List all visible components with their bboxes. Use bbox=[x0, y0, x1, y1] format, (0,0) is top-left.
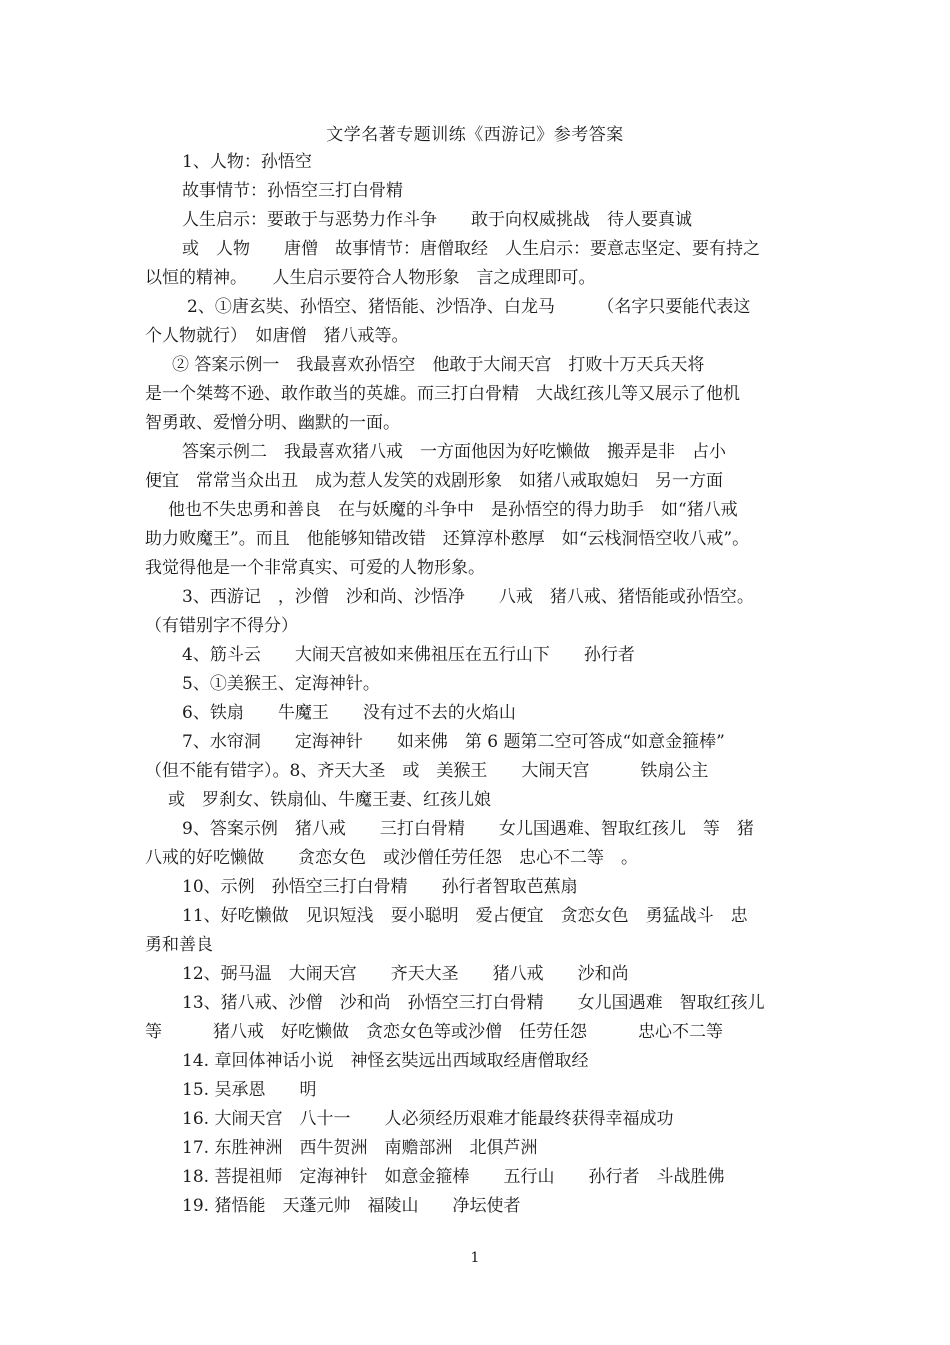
answer-line: 13、猪八戒、沙僧 沙和尚 孙悟空三打白骨精 女儿国遇难 智取红孩儿 bbox=[182, 993, 765, 1013]
answer-line: 3、西游记 ，沙僧 沙和尚、沙悟净 八戒 猪八戒、猪悟能或孙悟空。 bbox=[182, 587, 754, 607]
answer-line: 或 人物 唐僧 故事情节：唐僧取经 人生启示：要意志坚定、要有持之 bbox=[182, 239, 760, 259]
answer-line: 2、①唐玄奘、孙悟空、猪悟能、沙悟净、白龙马 （名字只要能代表这 bbox=[187, 297, 751, 317]
answer-line: 等 猪八戒 好吃懒做 贪恋女色等或沙僧 任劳任怨 忠心不二等 bbox=[145, 1022, 723, 1042]
answer-line: 9、答案示例 猪八戒 三打白骨精 女儿国遇难、智取红孩儿 等 猪 bbox=[182, 819, 754, 839]
answer-line: （有错别字不得分） bbox=[145, 616, 298, 636]
answer-line: 八戒的好吃懒做 贪恋女色 或沙僧任劳任怨 忠心不二等 。 bbox=[145, 848, 638, 868]
answer-line: （但不能有错字）。8、齐天大圣 或 美猴王 大闹天宫 铁扇公主 bbox=[145, 761, 709, 781]
answer-line: 以恒的精神。 人生启示要符合人物形象 言之成理即可。 bbox=[145, 268, 596, 288]
answer-line: 10、示例 孙悟空三打白骨精 孙行者智取芭蕉扇 bbox=[182, 877, 578, 897]
answer-line: 12、弼马温 大闹天宫 齐天大圣 猪八戒 沙和尚 bbox=[182, 964, 629, 984]
answer-line: 1、人物：孙悟空 bbox=[182, 152, 312, 172]
answer-line: 19. 猪悟能 天蓬元帅 福陵山 净坛使者 bbox=[182, 1196, 521, 1216]
answer-line: 他也不失忠勇和善良 在与妖魔的斗争中 是孙悟空的得力助手 如“猪八戒 bbox=[168, 500, 738, 520]
answer-line: 助力败魔王”。而且 他能够知错改错 还算淳朴憨厚 如“云栈洞悟空收八戒”。 bbox=[145, 529, 750, 549]
answer-line: 勇和善良 bbox=[145, 935, 213, 955]
answer-line: 18. 菩提祖师 定海神针 如意金箍棒 五行山 孙行者 斗战胜佛 bbox=[182, 1167, 725, 1187]
answer-line: 16. 大闹天宫 八十一 人必须经历艰难才能最终获得幸福成功 bbox=[182, 1109, 674, 1129]
answer-line: 5、①美猴王、定海神针。 bbox=[182, 674, 380, 694]
answer-line: 故事情节：孙悟空三打白骨精 bbox=[182, 181, 403, 201]
answer-line: 14. 章回体神话小说 神怪玄奘远出西域取经唐僧取经 bbox=[182, 1051, 589, 1071]
answer-line: 我觉得他是一个非常真实、可爱的人物形象。 bbox=[145, 558, 485, 578]
answer-line: 个人物就行） 如唐僧 猪八戒等。 bbox=[145, 326, 409, 346]
answer-line: 或 罗刹女、铁扇仙、牛魔王妻、红孩儿娘 bbox=[168, 790, 491, 810]
answer-line: 智勇敢、爱憎分明、幽默的一面。 bbox=[145, 413, 400, 433]
answer-line: ② 答案示例一 我最喜欢孙悟空 他敢于大闹天宫 打败十万天兵天将 bbox=[172, 355, 705, 375]
answer-line: 4、筋斗云 大闹天宫被如来佛祖压在五行山下 孙行者 bbox=[182, 645, 635, 665]
answer-line: 11、好吃懒做 见识短浅 耍小聪明 爱占便宜 贪恋女色 勇猛战斗 忠 bbox=[182, 906, 748, 926]
page-number: 1 bbox=[470, 1250, 480, 1266]
answer-line: 7、水帘洞 定海神针 如来佛 第 6 题第二空可答成“如意金箍棒” bbox=[182, 732, 725, 752]
answer-line: 15. 吴承恩 明 bbox=[182, 1080, 317, 1100]
answer-line: 17. 东胜神洲 西牛贺洲 南赡部洲 北俱芦洲 bbox=[182, 1138, 538, 1158]
answer-line: 人生启示：要敢于与恶势力作斗争 敢于向权威挑战 待人要真诚 bbox=[182, 210, 692, 230]
answer-line: 答案示例二 我最喜欢猪八戒 一方面他因为好吃懒做 搬弄是非 占小 bbox=[182, 442, 726, 462]
answer-line: 便宜 常常当众出丑 成为惹人发笑的戏剧形象 如猪八戒取媳妇 另一方面 bbox=[145, 471, 723, 491]
answer-line: 是一个桀骜不逊、敢作敢当的英雄。而三打白骨精 大战红孩儿等又展示了他机 bbox=[145, 384, 740, 404]
answer-line: 6、铁扇 牛魔王 没有过不去的火焰山 bbox=[182, 703, 516, 723]
document-title: 文学名著专题训练《西游记》参考答案 bbox=[326, 125, 624, 145]
